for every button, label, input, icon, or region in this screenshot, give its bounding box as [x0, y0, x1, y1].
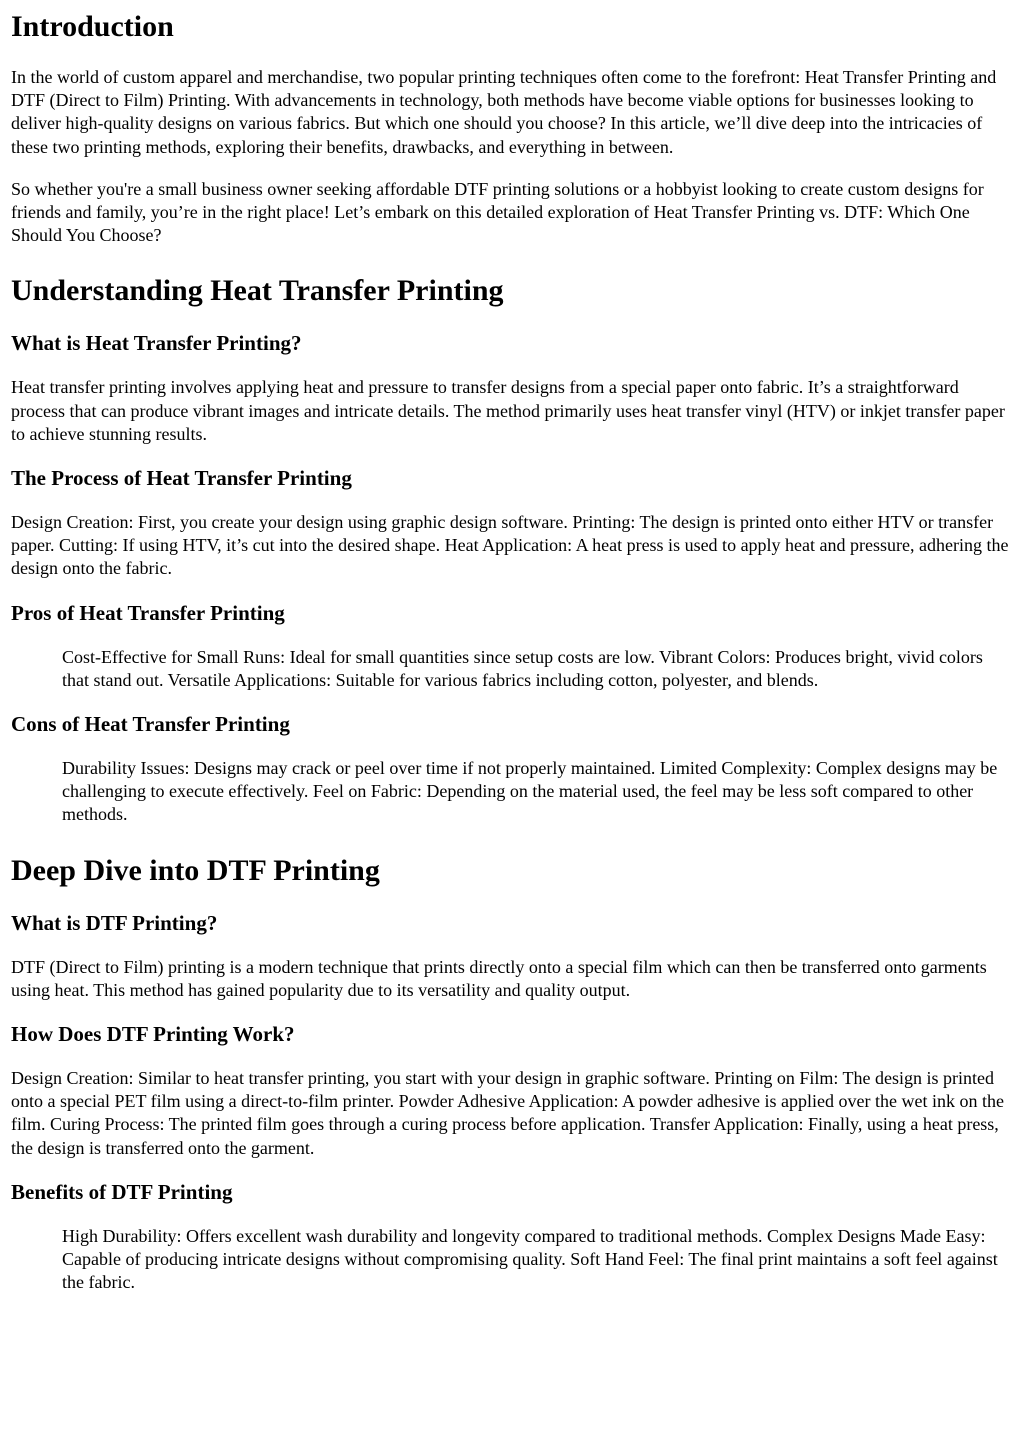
heat-transfer-pros-heading: Pros of Heat Transfer Printing — [11, 600, 285, 625]
intro-heading: Introduction — [11, 10, 174, 43]
dtf-how-text: Design Creation: Similar to heat transfer printing, you start with your design in graphic software. Printing on Film: The design is printed onto a special PET film using a direct-to-film printer. Powder Adhesive Application: A powder adhesive is applied over the wet ink on the film. Curing Process: The printed film goes through a curing process before application. Transfer Application: Finally, using a heat press, the design is transferred onto the garment. — [11, 1068, 1004, 1158]
heat-transfer-process-heading: The Process of Heat Transfer Printing — [11, 466, 352, 491]
dtf-benefits-heading: Benefits of DTF Printing — [11, 1179, 233, 1204]
heat-transfer-heading: Understanding Heat Transfer Printing — [11, 274, 504, 308]
heat-transfer-cons-heading: Cons of Heat Transfer Printing — [11, 712, 290, 737]
dtf-what-heading: What is DTF Printing? — [11, 910, 218, 935]
dtf-heading: Deep Dive into DTF Printing — [11, 853, 380, 887]
heat-transfer-what-heading: What is Heat Transfer Printing? — [11, 331, 302, 356]
heat-transfer-cons-list: Durability Issues: Designs may crack or peel over time if not properly maintained. Limited Complexity: Complex designs may be challenging to execute effectively. Feel on Fabric: Depending on the material used, the feel may be less soft compared to other methods. — [62, 758, 998, 825]
dtf-what-text: DTF (Direct to Film) printing is a modern technique that prints directly onto a special film which can then be transferred onto garments using heat. This method has gained popularity due to its versatility and quality output. — [11, 956, 987, 1000]
heat-transfer-pros-list: Cost-Effective for Small Runs: Ideal for small quantities since setup costs are low. Vibrant Colors: Produces bright, vivid colors that stand out. Versatile Applications: Suitable for various fabrics including cotton, polyester, and blends. — [62, 646, 983, 690]
dtf-benefits-list: High Durability: Offers excellent wash durability and longevity compared to traditional methods. Complex Designs Made Easy: Capable of producing intricate designs without compromising quality. Soft Hand Feel: The final print maintains a soft feel against the fabric. — [62, 1225, 998, 1293]
intro-paragraph-1: In the world of custom apparel and merchandise, two popular printing techniques often come to the forefront: Heat Transfer Printing and DTF (Direct to Film) Printing. With advancements in technology, both methods have become viable options for businesses looking to deliver high-quality designs on various fabrics. But which one should you choose? In this article, we’ll dive deep into the intricacies of these two printing methods, exploring their benefits, drawbacks, and everything in between. — [11, 67, 997, 157]
heat-transfer-process-text: Design Creation: First, you create your design using graphic design software. Printing: The design is printed onto either HTV or transfer paper. Cutting: If using HTV, it’s cut into the desired shape. Heat Application: A heat press is used to apply heat and pressure, adhering the design onto the fabric. — [11, 512, 1009, 579]
intro-paragraph-2: So whether you're a small business owner seeking affordable DTF printing solutions or a hobbyist looking to create custom designs for friends and family, you’re in the right place! Let’s embark on this detailed exploration of Heat Transfer Printing vs. DTF: Which One Should You Choose? — [11, 178, 984, 246]
heat-transfer-what-text: Heat transfer printing involves applying heat and pressure to transfer designs from a special paper onto fabric. It’s a straightforward process that can produce vibrant images and intricate details. The method primarily uses heat transfer vinyl (HTV) or inkjet transfer paper to achieve stunning results. — [11, 377, 1005, 444]
dtf-how-heading: How Does DTF Printing Work? — [11, 1022, 295, 1047]
article-body — [0, 9, 1024, 1294]
